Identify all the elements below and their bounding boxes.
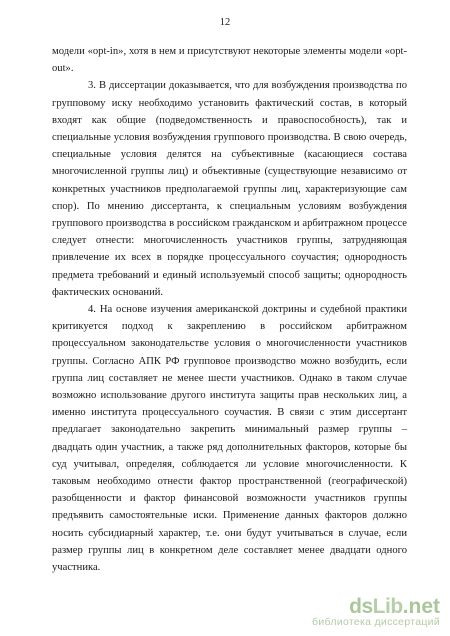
watermark-subtitle: библиотека диссертаций — [312, 616, 440, 628]
watermark — [312, 595, 440, 628]
paragraph-4: 4. На основе изучения американской доктрины и судебной практики критикуется подход к закреплению в российском арбитражном процессуальном законодательстве условия о многочисленности участников группы. Согласно АПК РФ групповое производство можно возбудить, если группа лиц составляет не менее шести участников. Однако в таком случае возможно использование другого института защиты прав нескольких лиц, а именно института процессуального соучастия. В связи с этим диссертант предлагает законодательно закрепить минимальный размер группы – двадцать один участник, а также ряд дополнительных факторов, которые бы суд учитывал, определяя, соблюдается ли условие многочисленности. К таковым необходимо отнести фактор пространственной (географической) разобщенности и фактор финансовой возможности участников группы предъявить самостоятельные иски. Применение данных факторов должно носить субсидиарный характер, т.е. они будут учитываться в случае, если размер группы лиц в конкретном деле составляет менее двадцати одного участника. — [52, 304, 407, 574]
document-body — [52, 43, 407, 576]
page-number: 12 — [219, 17, 231, 28]
logo-ds: ds — [349, 595, 373, 618]
paragraph-3: 3. В диссертации доказывается, что для возбуждения производства по групповому иску необходимо установить фактический состав, в который входят как общие (подведомственность и правоспособность), так и специальные условия возбуждения группового производства. В свою очередь, специальные условия делятся на субъективные (касающиеся состава многочисленной группы лиц) и объективные (существующие независимо от конкретных участников предполагаемой группы лиц, характеризующие сам спор). По мнению диссертанта, к специальным условиям возбуждения группового производства в российском гражданском и арбитражном процессе следует отнести: многочисленность участников группы, затрудняющая привлечение их всех в порядке процессуального соучастия; однородность предмета требований и единый используемый способ защиты; однородность фактических оснований. — [52, 80, 407, 298]
logo-net: .net — [402, 595, 440, 618]
paragraph-continuation: модели «opt-in», хотя в нем и присутствуют некоторые элементы модели «opt-out». — [52, 46, 407, 75]
logo-lib: Lib — [372, 595, 403, 618]
